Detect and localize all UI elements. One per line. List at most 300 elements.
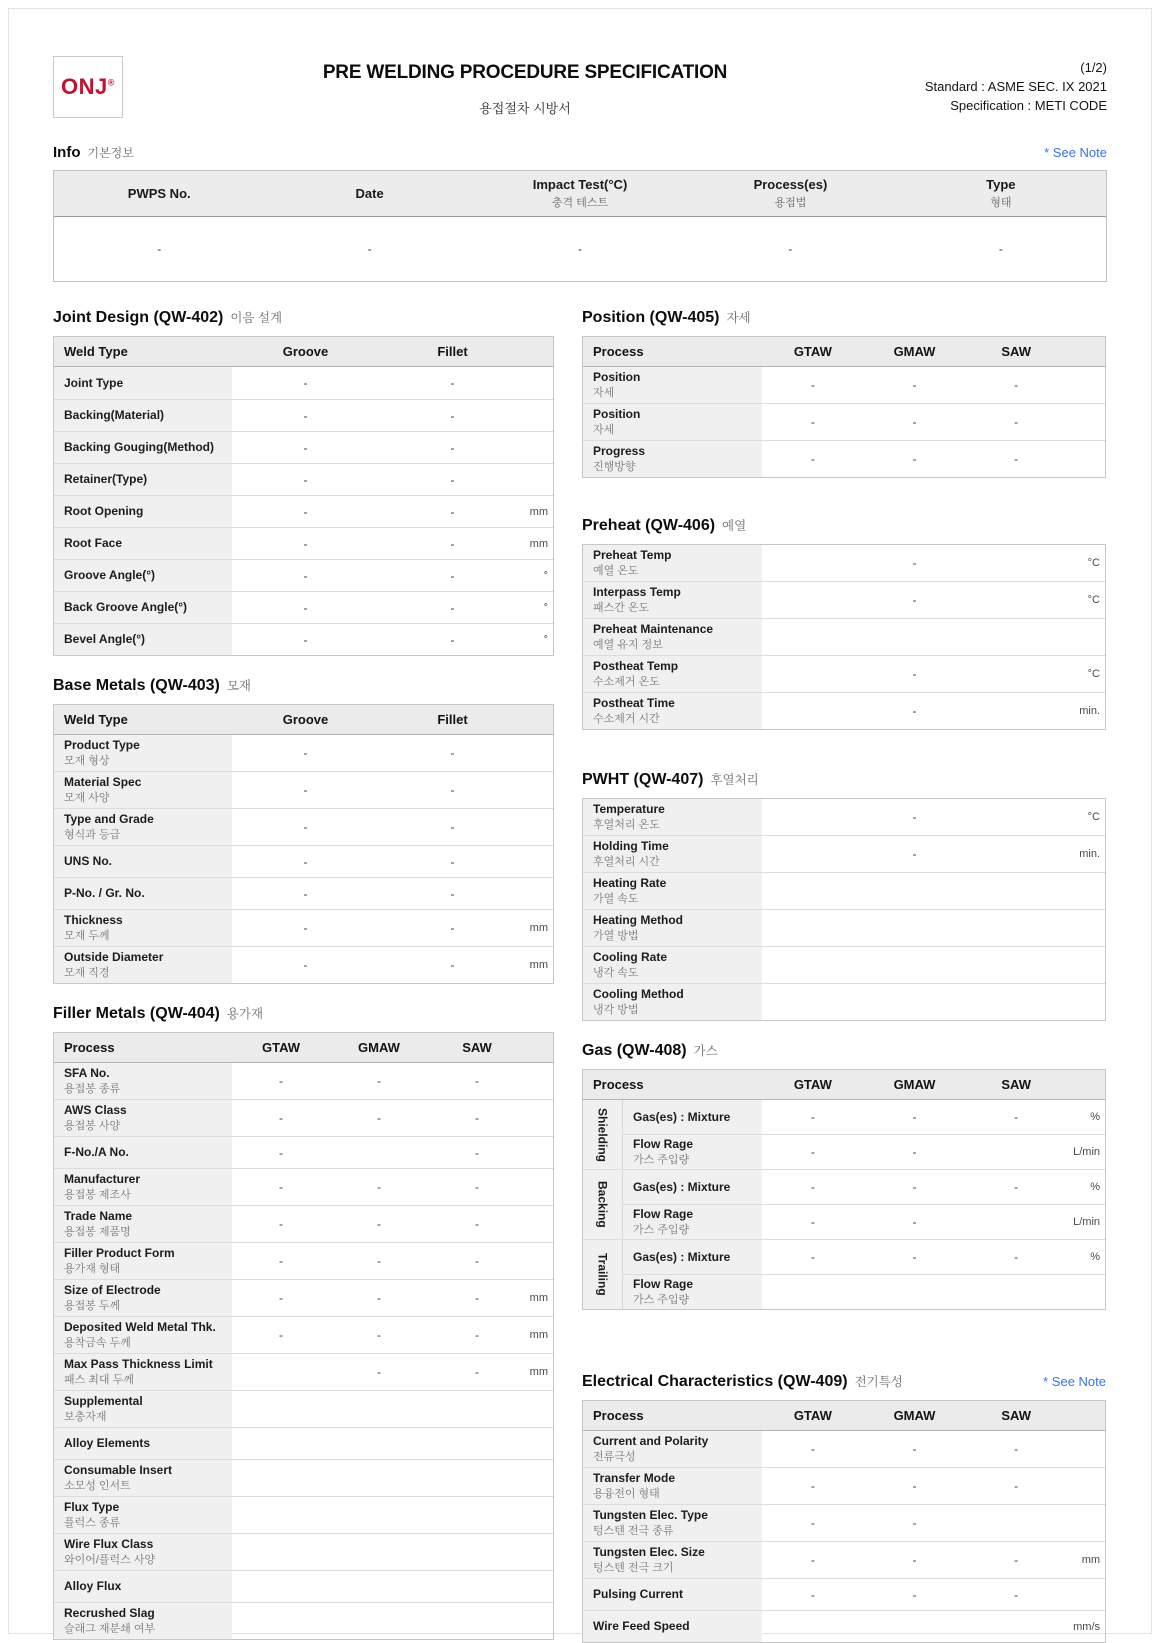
row-label <box>54 432 232 463</box>
cell-value: - <box>912 704 917 718</box>
cell-value: - <box>1014 1250 1019 1264</box>
row-label-en: Progress <box>593 444 646 458</box>
document-header <box>53 56 1107 118</box>
row-label <box>583 799 762 835</box>
row-label <box>583 1505 762 1541</box>
row-label <box>54 1534 232 1570</box>
row-label-korean: 가스 주입량 <box>633 1154 690 1166</box>
row-label-en: Position <box>593 370 641 384</box>
cell-unit: L/min <box>1073 1146 1101 1158</box>
section-title-text: Position (QW-405) <box>582 309 720 326</box>
row-label-korean: 가열 방법 <box>593 930 639 942</box>
row-label-en: Temperature <box>593 802 665 816</box>
table-row <box>54 1459 553 1496</box>
cell-value: - <box>377 1111 381 1125</box>
row-label-korean: 패스 최대 두께 <box>64 1374 134 1386</box>
cell-unit: ° <box>543 633 548 646</box>
cell-value: - <box>1014 1587 1019 1602</box>
table-row <box>583 655 1105 692</box>
row-label-korean: 용접봉 사양 <box>64 1120 121 1132</box>
table-row <box>54 1279 553 1316</box>
table-header <box>583 1401 1105 1431</box>
cell-value: - <box>303 854 308 869</box>
row-label <box>583 873 762 909</box>
cell-value: - <box>1014 415 1019 429</box>
standard-label: Standard : ASME SEC. IX 2021 <box>924 79 1107 94</box>
cell-value: - <box>279 1217 283 1231</box>
row-label-en: Position <box>593 407 641 421</box>
cell-unit: mm <box>529 1329 548 1341</box>
cell-value: - <box>303 536 308 551</box>
section-title <box>582 516 1106 535</box>
row-label-en: Preheat Maintenance <box>593 622 714 636</box>
row-label <box>54 1137 232 1168</box>
table-row <box>54 495 553 527</box>
table-header-label: Process <box>593 344 644 359</box>
title-block <box>193 56 857 117</box>
row-label-en: Backing(Material) <box>64 408 165 422</box>
table-row <box>54 1390 553 1427</box>
table-header <box>54 705 553 735</box>
cell-value: - <box>1014 1110 1019 1124</box>
gas-group-rows <box>623 1170 1105 1239</box>
cell-value: - <box>450 472 455 487</box>
row-label <box>623 1275 762 1309</box>
cell-value: - <box>810 1215 815 1229</box>
cell-unit: mm <box>529 922 548 934</box>
cell-value: - <box>810 1180 815 1194</box>
table-header-process: GTAW <box>793 1077 832 1092</box>
cell-value: - <box>303 440 308 455</box>
row-label-en: Postheat Time <box>593 696 675 710</box>
row-label-en: Flow Rage <box>633 1207 694 1221</box>
row-label-korean: 모재 직경 <box>64 967 110 979</box>
cell-value: - <box>279 1074 283 1088</box>
row-label-korean: 모재 사양 <box>64 792 110 804</box>
section-title-korean: 자세 <box>726 311 751 325</box>
cell-value: - <box>1014 1180 1019 1194</box>
table-row <box>54 1533 553 1570</box>
table-row <box>54 559 553 591</box>
table-row <box>583 946 1105 983</box>
table-header-process: Fillet <box>437 344 468 359</box>
row-label <box>583 1611 762 1642</box>
table-row <box>54 1242 553 1279</box>
cell-value: - <box>279 1254 283 1268</box>
row-label-en: Back Groove Angle(°) <box>64 600 188 614</box>
column-header-impact-test: Impact Test(°C) 충격 테스트 <box>532 177 628 209</box>
row-label-korean: 보충자재 <box>64 1411 107 1423</box>
right-column <box>582 282 1106 1643</box>
table-row <box>54 1136 553 1168</box>
row-label-korean: 와이어/플럭스 사양 <box>64 1554 156 1566</box>
cell-value: - <box>450 854 455 869</box>
section-title-korean: 이음 설계 <box>230 311 283 325</box>
row-label-en: Size of Electrode <box>64 1283 161 1297</box>
row-label-en: AWS Class <box>64 1103 127 1117</box>
row-label <box>583 619 762 655</box>
row-label <box>54 1460 232 1496</box>
gas-group-rows <box>623 1100 1105 1169</box>
cell-value: - <box>912 1516 917 1530</box>
row-label-en: Max Pass Thickness Limit <box>64 1357 213 1371</box>
table-row <box>583 692 1105 729</box>
cell-value: - <box>450 600 455 615</box>
row-label-en: Supplemental <box>64 1394 143 1408</box>
row-label <box>54 809 232 845</box>
row-label-korean: 가스 주입량 <box>633 1294 690 1306</box>
section-filler-metals <box>53 1004 554 1640</box>
row-label-korean: 용가재 형태 <box>64 1263 121 1275</box>
row-label-en: Cooling Rate <box>593 950 667 964</box>
cell-value: - <box>810 1587 815 1602</box>
row-label-en: SFA No. <box>64 1066 110 1080</box>
row-label-korean: 텅스텐 전극 종류 <box>593 1525 674 1537</box>
cell-value: - <box>912 1442 917 1456</box>
row-label-korean: 용접봉 제조사 <box>64 1189 131 1201</box>
info-title-korean: 기본정보 <box>87 146 134 160</box>
row-label-korean: 냉각 속도 <box>593 967 639 979</box>
row-label-korean: 후열처리 온도 <box>593 819 660 831</box>
section-title-korean: 모재 <box>226 679 251 693</box>
cell-value: - <box>475 1145 479 1160</box>
cell-value: - <box>475 1074 479 1088</box>
cell-value: - <box>912 378 917 392</box>
table-row <box>583 799 1105 835</box>
row-label <box>54 1280 232 1316</box>
cell-unit: mm <box>529 537 548 550</box>
row-label-en: Heating Method <box>593 913 683 927</box>
section-title-korean: 예열 <box>722 519 747 533</box>
cell-value: - <box>377 1074 381 1088</box>
row-label <box>583 441 762 477</box>
section-title-korean: 용가재 <box>226 1007 264 1021</box>
row-label-en: Thickness <box>64 913 123 927</box>
row-label <box>54 496 232 527</box>
table-row <box>583 872 1105 909</box>
row-label <box>54 624 232 655</box>
row-label <box>54 1317 232 1353</box>
row-label <box>54 735 232 771</box>
cell-unit: mm <box>1081 1554 1101 1566</box>
logo-text: ONJ® <box>61 74 115 99</box>
cell-unit: mm <box>529 1292 548 1304</box>
table-row <box>54 946 553 983</box>
row-label-en: Material Spec <box>64 775 142 789</box>
table-row <box>54 463 553 495</box>
cell-value: - <box>475 1111 479 1125</box>
cell-pwps-no: - <box>157 242 162 256</box>
cell-value: - <box>450 958 455 972</box>
table-row <box>583 835 1105 872</box>
cell-value: - <box>1014 1553 1019 1567</box>
row-label <box>583 910 762 946</box>
cell-value: - <box>377 1217 381 1231</box>
column-header-processes: Process(es) 용접법 <box>753 177 828 209</box>
see-note-link[interactable]: * See Note <box>1044 145 1107 160</box>
cell-unit: °C <box>1087 594 1100 606</box>
row-label-en: Type and Grade <box>64 812 154 826</box>
row-label-korean: 텅스텐 전극 크기 <box>593 1562 674 1574</box>
row-label <box>583 947 762 983</box>
row-label-en: Root Opening <box>64 504 144 518</box>
row-label-en: Cooling Method <box>593 987 684 1001</box>
row-label-korean: 전류극성 <box>593 1451 636 1463</box>
cell-value: - <box>1014 1442 1019 1456</box>
row-label-en: Joint Type <box>64 375 124 390</box>
row-label <box>54 947 232 983</box>
cell-value: - <box>475 1328 479 1342</box>
row-label-korean: 용접봉 제품명 <box>64 1226 131 1238</box>
cell-value: - <box>303 472 308 487</box>
row-label <box>54 1571 232 1602</box>
cell-value: - <box>450 820 455 834</box>
table-header <box>54 337 553 367</box>
table-header-process: GTAW <box>793 1408 832 1423</box>
cell-value: - <box>303 408 308 423</box>
position-table <box>582 336 1106 478</box>
cell-unit: °C <box>1087 811 1100 823</box>
gas-group-trailing <box>583 1239 1105 1309</box>
row-label-en: Alloy Elements <box>64 1436 151 1450</box>
row-label <box>54 400 232 431</box>
section-title <box>582 1372 1106 1391</box>
cell-value: - <box>475 1254 479 1268</box>
row-label-en: Consumable Insert <box>64 1463 173 1477</box>
cell-value: - <box>810 1110 815 1124</box>
row-label <box>54 464 232 495</box>
base-metals-table <box>53 704 554 984</box>
cell-value: - <box>912 667 917 681</box>
gas-group-shielding <box>583 1100 1105 1169</box>
cell-value: - <box>303 746 308 760</box>
table-row <box>623 1204 1105 1239</box>
row-label-korean: 모재 형상 <box>64 755 110 767</box>
cell-date: - <box>367 242 372 256</box>
table-row <box>54 1353 553 1390</box>
gas-group-label-text: Trailing <box>595 1253 610 1296</box>
row-label-korean: 용착금속 두께 <box>64 1337 131 1349</box>
cell-value: - <box>450 746 455 760</box>
registered-trademark-icon: ® <box>107 77 115 88</box>
cell-value: - <box>810 452 815 466</box>
row-label-korean: 용접봉 종류 <box>64 1083 121 1095</box>
cell-value: - <box>912 1215 917 1229</box>
cell-value: - <box>450 440 455 455</box>
cell-value: - <box>912 810 917 824</box>
row-label-korean: 슬래그 재분쇄 여부 <box>64 1623 156 1635</box>
cell-value: - <box>303 820 308 834</box>
cell-value: - <box>450 632 455 647</box>
cell-value: - <box>475 1217 479 1231</box>
table-header-process: GTAW <box>793 344 832 359</box>
cell-value: - <box>279 1328 283 1342</box>
cell-value: - <box>303 632 308 647</box>
cell-processes: - <box>788 242 793 256</box>
table-header-process: GMAW <box>893 1408 936 1423</box>
document-title: PRE WELDING PROCEDURE SPECIFICATION <box>322 62 728 83</box>
row-label-en: Pulsing Current <box>593 1587 684 1601</box>
info-table-header <box>54 171 1106 217</box>
cell-value: - <box>377 1365 381 1379</box>
cell-value: - <box>303 886 308 901</box>
row-label-en: Holding Time <box>593 839 669 853</box>
section-gas <box>582 1041 1106 1310</box>
sections-area <box>53 282 1107 1643</box>
row-label-en: UNS No. <box>64 854 112 868</box>
table-row <box>54 367 553 399</box>
table-header-process: SAW <box>462 1040 492 1055</box>
row-label <box>54 1428 232 1459</box>
row-label-en: Wire Feed Speed <box>593 1619 690 1633</box>
cell-unit: ° <box>543 601 548 614</box>
table-row <box>54 909 553 946</box>
cell-unit: ° <box>543 569 548 582</box>
table-row <box>54 527 553 559</box>
section-title-text: Gas (QW-408) <box>582 1042 687 1059</box>
company-logo <box>53 56 123 118</box>
row-label-korean: 플럭스 종류 <box>64 1517 121 1529</box>
row-label-en: Tungsten Elec. Size <box>593 1545 705 1559</box>
row-label-korean: 가스 주입량 <box>633 1224 690 1236</box>
pwht-table <box>582 798 1106 1021</box>
row-label <box>583 1468 762 1504</box>
table-row <box>54 1168 553 1205</box>
row-label-en: Interpass Temp <box>593 585 681 599</box>
column-header-date: Date <box>355 186 384 201</box>
cell-value: - <box>303 600 308 615</box>
see-note-link[interactable]: * See Note <box>1043 1374 1106 1389</box>
gas-group-label <box>583 1170 623 1239</box>
row-label-korean: 용융전이 형태 <box>593 1488 660 1500</box>
row-label-korean: 자세 <box>593 387 615 399</box>
row-label-korean: 예열 유지 정보 <box>593 639 663 651</box>
cell-value: - <box>303 958 308 972</box>
row-label-en: F-No./A No. <box>64 1145 129 1159</box>
cell-value: - <box>279 1111 283 1125</box>
cell-value: - <box>475 1291 479 1305</box>
table-header-label: Process <box>593 1077 644 1092</box>
table-header-label: Process <box>593 1408 644 1423</box>
row-label <box>54 560 232 591</box>
row-label-en: Flux Type <box>64 1500 120 1514</box>
cell-unit: mm <box>529 505 548 518</box>
cell-value: - <box>912 1250 917 1264</box>
table-header <box>54 1033 553 1063</box>
table-row <box>583 1504 1105 1541</box>
info-table <box>53 170 1107 282</box>
row-label-en: Tungsten Elec. Type <box>593 1508 708 1522</box>
row-label <box>54 1497 232 1533</box>
cell-value: - <box>810 1442 815 1456</box>
gas-group-label <box>583 1100 623 1169</box>
column-header-pwps-no: PWPS No. <box>127 186 191 201</box>
row-label-en: Postheat Temp <box>593 659 679 673</box>
row-label <box>583 1542 762 1578</box>
table-header-process: GMAW <box>893 344 936 359</box>
row-label <box>54 1169 232 1205</box>
cell-unit: mm/s <box>1073 1620 1101 1633</box>
row-label-korean: 냉각 방법 <box>593 1004 639 1016</box>
table-row <box>583 1610 1105 1642</box>
cell-value: - <box>912 1587 917 1602</box>
row-label-en: Trade Name <box>64 1209 133 1223</box>
row-label <box>54 846 232 877</box>
section-title-korean: 전기특성 <box>854 1375 903 1389</box>
info-section-head <box>53 144 1107 161</box>
cell-value: - <box>450 921 455 935</box>
cell-impact-test: - <box>578 242 583 256</box>
cell-value: - <box>810 1250 815 1264</box>
filler-metals-table <box>53 1032 554 1640</box>
table-row <box>54 591 553 623</box>
left-column <box>53 282 554 1640</box>
row-label-en: Gas(es) : Mixture <box>633 1249 731 1264</box>
row-label-en: Alloy Flux <box>64 1579 122 1593</box>
table-header-process: GMAW <box>893 1077 936 1092</box>
table-row <box>54 1099 553 1136</box>
document-subtitle: 용접절차 시방서 <box>479 101 571 116</box>
cell-value: - <box>303 921 308 935</box>
row-label <box>54 1391 232 1427</box>
preheat-table <box>582 544 1106 730</box>
cell-value: - <box>450 504 455 519</box>
gas-group-label-text: Shielding <box>595 1107 610 1162</box>
row-label-en: Gas(es) : Mixture <box>633 1109 731 1124</box>
joint-design-table <box>53 336 554 656</box>
column-header-type: Type 형태 <box>986 177 1016 209</box>
gas-group-rows <box>623 1240 1105 1309</box>
row-label-en: Flow Rage <box>633 1137 694 1151</box>
row-label <box>54 772 232 808</box>
cell-value: - <box>279 1291 283 1305</box>
table-row <box>583 1578 1105 1610</box>
cell-value: - <box>912 452 917 466</box>
cell-value: - <box>279 1145 283 1160</box>
table-header-process: SAW <box>1001 1077 1031 1092</box>
row-label-en: Product Type <box>64 738 140 752</box>
table-header-label: Weld Type <box>64 344 128 359</box>
section-title-text: Preheat (QW-406) <box>582 517 716 534</box>
row-label-en: Filler Product Form <box>64 1246 175 1260</box>
row-label-en: Recrushed Slag <box>64 1606 155 1620</box>
row-label <box>54 1063 232 1099</box>
row-label-korean: 가열 속도 <box>593 893 639 905</box>
table-header-process: SAW <box>1001 1408 1031 1423</box>
cell-value: - <box>1014 378 1019 392</box>
table-row <box>54 1570 553 1602</box>
section-title-text: Electrical Characteristics (QW-409) <box>582 1373 848 1390</box>
row-label <box>54 528 232 559</box>
table-row <box>583 1431 1105 1467</box>
cell-value: - <box>1014 1479 1019 1493</box>
row-label-korean: 수소제거 시간 <box>593 713 660 725</box>
cell-unit: mm <box>529 1366 548 1378</box>
table-row <box>54 735 553 771</box>
table-row <box>583 1467 1105 1504</box>
cell-unit: % <box>1090 1181 1101 1193</box>
row-label <box>623 1170 762 1204</box>
table-header-process: GTAW <box>261 1040 301 1055</box>
row-label-en: Outside Diameter <box>64 950 164 964</box>
row-label <box>54 910 232 946</box>
row-label <box>54 367 232 399</box>
cell-value: - <box>912 1180 917 1194</box>
table-row <box>623 1100 1105 1134</box>
section-title <box>53 1004 554 1023</box>
row-label-en: Gas(es) : Mixture <box>633 1179 731 1194</box>
cell-value: - <box>912 1145 917 1159</box>
